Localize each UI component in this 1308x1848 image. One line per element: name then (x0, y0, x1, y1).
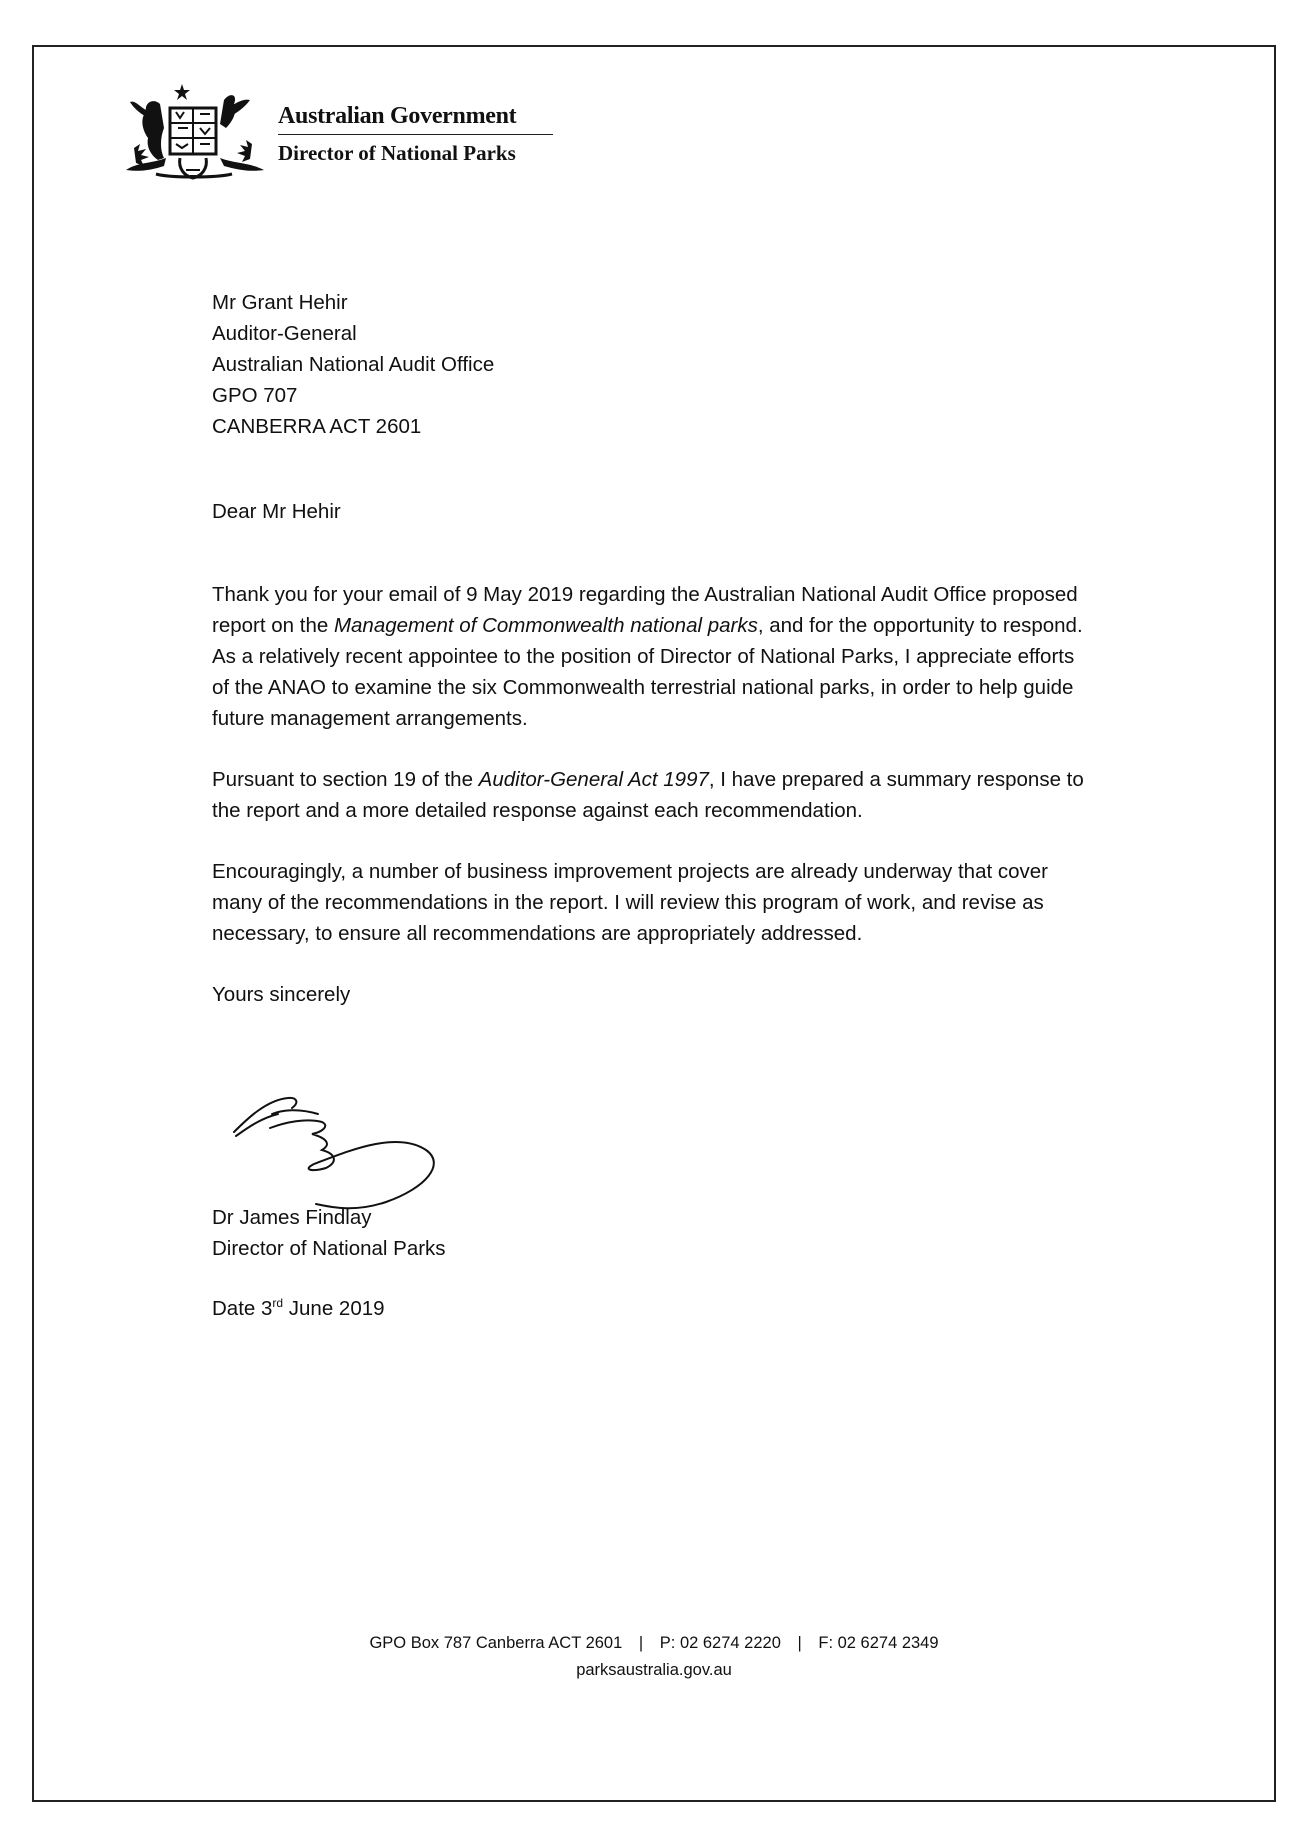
recipient-organisation: Australian National Audit Office (212, 353, 495, 376)
signatory-title: Director of National Parks (212, 1237, 446, 1260)
footer-contact (32, 1630, 1276, 1657)
signatory-block (212, 1202, 446, 1264)
salutation: Dear Mr Hehir (212, 500, 341, 523)
footer (32, 1630, 1276, 1684)
coat-of-arms-icon (120, 78, 270, 186)
letterhead (278, 103, 553, 166)
closing: Yours sincerely (212, 983, 351, 1006)
footer-separator: | (638, 1634, 644, 1652)
footer-phone: P: 02 6274 2220 (659, 1634, 781, 1652)
signature (226, 1080, 526, 1220)
recipient-name: Mr Grant Hehir (212, 291, 348, 314)
paragraph-1: Thank you for your email of 9 May 2019 regarding the Australian National Audit Office proposed report on the Management of Commonwealth national parks, and for the opportunity to respond. As a relatively recent appointee to the position of Director of National Parks, I appreciate efforts of the ANAO to examine the six Commonwealth terrestrial national parks, in order to help guide future management arrangements. (212, 583, 1083, 730)
recipient-city: CANBERRA ACT 2601 (212, 415, 422, 438)
footer-website[interactable]: parksaustralia.gov.au (576, 1661, 732, 1679)
recipient-address (212, 287, 1092, 442)
department-name: Director of National Parks (278, 141, 516, 165)
footer-fax: F: 02 6274 2349 (818, 1634, 939, 1652)
footer-separator: | (797, 1634, 802, 1652)
paragraph-2: Pursuant to section 19 of the Auditor-General Act 1997, I have prepared a summary response to the report and a more detailed response against each recommendation. (212, 768, 1084, 822)
letter-date: Date 3rd June 2019 (212, 1296, 385, 1320)
paragraph-3: Encouragingly, a number of business improvement projects are already underway that cover many of the recommendations in the report. I will review this program of work, and revise as necessary, to ensure all recommendations are appropriately addressed. (212, 860, 1048, 945)
letter-body (212, 287, 1092, 1010)
recipient-title: Auditor-General (212, 322, 357, 345)
footer-address: GPO Box 787 Canberra ACT 2601 (369, 1634, 623, 1652)
signatory-name: Dr James Findlay (212, 1206, 372, 1229)
government-name: Australian Government (278, 103, 553, 135)
recipient-po-box: GPO 707 (212, 384, 298, 407)
